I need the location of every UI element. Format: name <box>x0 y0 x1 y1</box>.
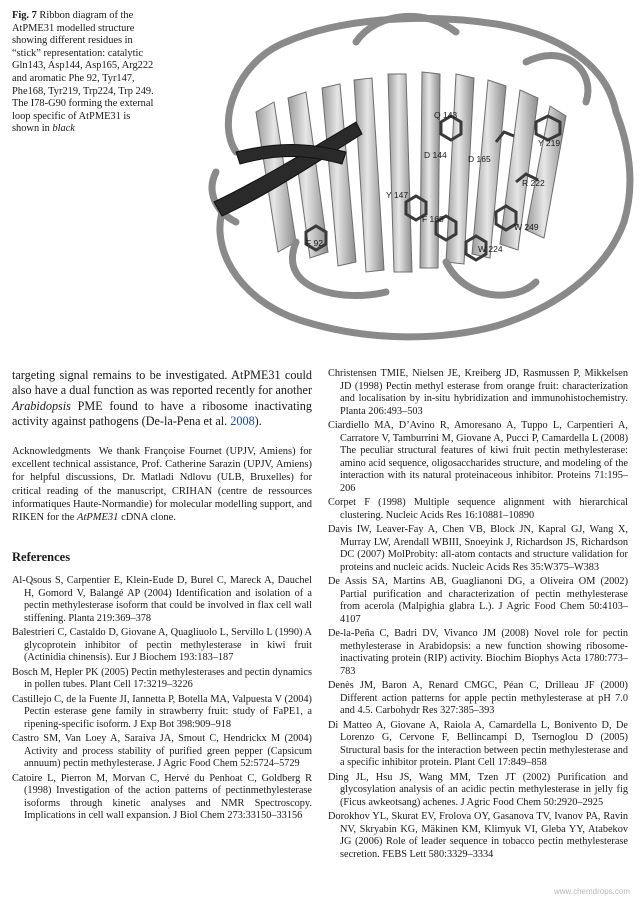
label-f168: F 168 <box>422 214 444 224</box>
reference-item: Catoire L, Pierron M, Morvan C, Hervé du Penhoat C, Goldberg R (1998) Investigation of the action patterns of pectinmethylesterase isoforms through kinetic analyses and NMR Spectroscopy. Implications in cell wall expansion. J Biol Chem 273:33150–33156 <box>12 772 312 822</box>
label-y147: Y 147 <box>386 190 409 200</box>
acknowledgments-italic: AtPME31 <box>77 512 119 524</box>
citation-link[interactable]: 2008 <box>230 414 255 429</box>
acknowledgments <box>12 445 312 525</box>
reference-item: Castro SM, Van Loey A, Saraiva JA, Smout C, Hendrickx M (2004) Activity and process stability of purified green pepper (Capsicum annuum) pectin methylesterase. J Agric Food Chem 52:5724–5729 <box>12 733 312 770</box>
watermark: www.chemdrops.com <box>553 887 630 896</box>
reference-item: Denès JM, Baron A, Renard CMGC, Péan C, Drilleau JF (2000) Different action patterns for apple pectin methylesterase at pH 7.0 and 4.5. Carbohydr Res 327:385–393 <box>328 680 628 716</box>
reference-item: Corpet F (1998) Multiple sequence alignment with hierarchical clustering. Nucleic Acids Res 16:10881–10890 <box>328 497 628 521</box>
right-column <box>328 368 628 863</box>
beta-strands <box>256 72 566 272</box>
reference-item: Davis IW, Leaver-Fay A, Chen VB, Block JN, Kapral GJ, Wang X, Murray LW, Arendall WBIII, Snoeyink J, Richardson JS, Richardson DC (2007) MolProbity: all-atom contacts and structure validation for proteins and nucleic acids. Nucleic Acids Res 35:W375–W383 <box>328 524 628 573</box>
references-heading: References <box>12 550 71 565</box>
ribbon-diagram-figure <box>196 2 640 356</box>
body-text-2: PME found to have a ribosome inactivating activity against pathogens (De-la-Pena et al. <box>12 398 312 429</box>
acknowledgments-end: cDNA clone. <box>118 512 176 524</box>
label-w224: W 224 <box>478 244 503 254</box>
body-text-3: ). <box>254 414 262 429</box>
reference-item: Dorokhov YL, Skurat EV, Frolova OY, Gasanova TV, Ivanov PA, Ravin NV, Skryabin KG, Mäkinen KM, Klimyuk VI, Gleba YY, Atabekov JG (2006) Role of leader sequence in tobacco pectin methylesterase secretion. FEBS Lett 580:3329–3334 <box>328 811 628 860</box>
reference-item: De-la-Peña C, Badri DV, Vivanco JM (2008) Novel role for pectin methylesterase in Arabidopsis: a new function showing ribosome-inactivating protein (RIP) activity. Biochim Biophys Acta 1780:773–783 <box>328 628 628 677</box>
left-column <box>12 368 312 825</box>
reference-item: Castillejo C, de la Fuente JI, Iannetta P, Botella MA, Valpuesta V (2004) Pectin esterase gene family in strawberry fruit: study of FaPE1, a ripening-specific isoform. J Exp Bot 398:909–918 <box>12 693 312 730</box>
figure-caption <box>12 10 158 136</box>
label-f92: F 92 <box>306 238 324 248</box>
reference-item: De Assis SA, Martins AB, Guaglianoni DG, a Oliveira OM (2002) Partial purification and characterization of pectin methylesterase from acerola (Malpighia glabra L.). J Agric Food Chem 50:4103–4107 <box>328 576 628 625</box>
body-text-1: targeting signal remains to be investigated. AtPME31 could also have a dual function as was reported recently for another <box>12 368 312 398</box>
figure-caption-italic: black <box>52 123 75 135</box>
label-q143: Q 143 <box>434 110 458 120</box>
reference-item: Bosch M, Hepler PK (2005) Pectin methylesterases and pectin dynamics in pollen tubes. Plant Cell 17:3219–3226 <box>12 666 312 691</box>
body-italic: Arabidopsis <box>12 398 71 413</box>
references-list-right <box>328 368 628 861</box>
reference-item: Balestrieri C, Castaldo D, Giovane A, Quagliuolo L, Servillo L (1990) A glycoprotein inhibitor of pectin methylesterase in kiwi fruit (Actinidia chinensis). Eur J Biochem 193:183–187 <box>12 627 312 664</box>
label-w249: W 249 <box>514 222 539 232</box>
figure-caption-lead: Fig. 7 <box>12 10 37 21</box>
acknowledgments-text: We thank Françoise Fournet (UPJV, Amiens) for excellent technical assistance, Prof. Catherine Sarazin (UPJV, Amiens) for helpful discussions, Dr. Matladi Ndlovu (ULB, Bruxelles) for critical reading of the manuscript, CRIHAN (centre de ressources informatiques Haute-Normandie) for molecular modelling support, and RIKEN for the <box>12 445 312 524</box>
figure-caption-text: Ribbon diagram of the AtPME31 modelled structure showing different residues in “stick” representation: catalytic Gln143, Asp144, Asp165, Arg222 and aromatic Phe 92, Tyr147, Phe168, Tyr219, Trp224, Trp 249. The I78-G90 forming the external loop specific of AtPME31 is shown in <box>12 10 154 135</box>
reference-item: Ciardiello MA, D’Avino R, Amoresano A, Tuppo L, Carpentieri A, Carratore V, Tamburrini M, Giovane A, Pucci P, Camardella L (2008) The peculiar structural features of kiwi fruit pectin methylesterase: amino acid sequence, oligosaccharides structure, and modeling of the interaction with its natural proteinaceous inhibitor. Proteins 71:195–206 <box>328 420 628 494</box>
label-d165: D 165 <box>468 154 491 164</box>
body-paragraph <box>12 368 312 430</box>
acknowledgments-heading: Acknowledgments <box>12 445 91 457</box>
label-d144: D 144 <box>424 150 447 160</box>
label-y219: Y 219 <box>538 138 561 148</box>
reference-item: Al-Qsous S, Carpentier E, Klein-Eude D, Burel C, Mareck A, Dauchel H, Gomord V, Balangé AP (2004) Identification and isolation of a pectin methylesterase isoform that could be involved in flax cell wall stiffening. Planta 219:369–378 <box>12 575 312 624</box>
label-r222: R 222 <box>522 178 545 188</box>
reference-item: Di Matteo A, Giovane A, Raiola A, Camardella L, Bonivento D, De Lorenzo G, Cervone F, Bellincampi D, Tsernoglou D (2005) Structural basis for the interaction between pectin methylesterase and a specific inhibitor protein. Plant Cell 17:849–858 <box>328 719 628 768</box>
references-list-left <box>12 575 312 823</box>
reference-item: Ding JL, Hsu JS, Wang MM, Tzen JT (2002) Purification and glycosylation analysis of an acidic pectin methylesterase in jelly fig (Ficus awkeotsang) achenes. J Agric Food Chem 50:2920–2925 <box>328 771 628 808</box>
reference-item: Christensen TMIE, Nielsen JE, Kreiberg JD, Rasmussen P, Mikkelsen JD (1998) Pectin methyl esterase from orange fruit: characterization and localisation by in-situ hybridization and immunohistochemistry. Planta 206:493–503 <box>328 368 628 417</box>
